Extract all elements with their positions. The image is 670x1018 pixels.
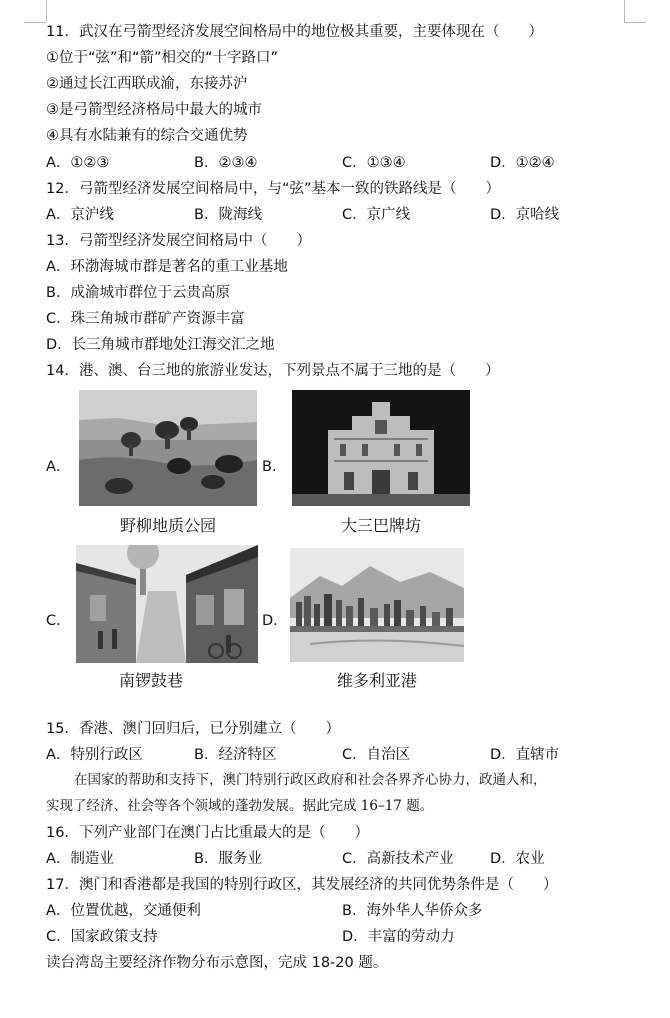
yehliu-caption: 野柳地质公园 <box>119 516 216 535</box>
margin-corner-right-h <box>624 22 646 23</box>
yehliu-photo[interactable] <box>79 390 257 506</box>
ruins-of-st-paul-caption: 大三巴牌坊 <box>340 516 421 535</box>
q13-stem: 13．弓箭型经济发展空间格局中（ ） <box>46 233 311 249</box>
margin-corner-right <box>624 0 625 22</box>
q14-option-d-label[interactable]: D． <box>262 613 288 629</box>
q16-option-b[interactable]: B．服务业 <box>194 851 262 867</box>
q11-item-2: ②通过长江西联成渝，东接苏沪 <box>46 76 248 92</box>
q18-intro: 读台湾岛主要经济作物分布示意图，完成 18-20 题。 <box>46 955 388 971</box>
passage-line-2: 实现了经济、社会等各个领域的蓬勃发展。据此完成 16–17 题。 <box>46 798 434 814</box>
nanluoguxiang-photo[interactable] <box>76 545 258 663</box>
q14-option-a-label[interactable]: A． <box>46 459 71 475</box>
q13-option-b[interactable]: B．成渝城市群位于云贵高原 <box>46 285 230 301</box>
q17-option-a[interactable]: A．位置优越，交通便利 <box>46 903 201 919</box>
q12-option-b[interactable]: B．陇海线 <box>194 207 262 223</box>
q16-stem: 16．下列产业部门在澳门占比重最大的是（ ） <box>46 825 369 841</box>
q11-stem: 11．武汉在弓箭型经济发展空间格局中的地位极其重要，主要体现在（ ） <box>46 24 543 40</box>
q11-option-d[interactable]: D．①②④ <box>490 155 555 171</box>
q15-option-c[interactable]: C．自治区 <box>342 747 411 763</box>
q14-stem: 14．港、澳、台三地的旅游业发达，下列景点不属于三地的是（ ） <box>46 363 500 379</box>
q17-stem: 17．澳门和香港都是我国的特别行政区，其发展经济的共同优势条件是（ ） <box>46 877 558 893</box>
q11-option-c[interactable]: C．①③④ <box>342 155 406 171</box>
ruins-of-st-paul-photo[interactable] <box>292 390 470 506</box>
q13-option-a[interactable]: A．环渤海城市群是著名的重工业基地 <box>46 259 288 275</box>
margin-corner-left <box>46 0 47 22</box>
q12-stem: 12．弓箭型经济发展空间格局中，与“弦”基本一致的铁路线是（ ） <box>46 181 500 197</box>
q17-option-c[interactable]: C．国家政策支持 <box>46 929 158 945</box>
margin-corner-left-h <box>24 22 46 23</box>
q12-option-a[interactable]: A．京沪线 <box>46 207 114 223</box>
q17-option-b[interactable]: B．海外华人华侨众多 <box>342 903 483 919</box>
q11-item-4: ④具有水陆兼有的综合交通优势 <box>46 128 248 144</box>
q14-option-c-label[interactable]: C． <box>46 613 71 629</box>
q11-option-b[interactable]: B．②③④ <box>194 155 258 171</box>
q14-option-b-label[interactable]: B． <box>262 459 287 475</box>
q15-option-b[interactable]: B．经济特区 <box>194 747 277 763</box>
q17-option-d[interactable]: D．丰富的劳动力 <box>342 929 455 945</box>
q12-option-c[interactable]: C．京广线 <box>342 207 411 223</box>
q16-option-a[interactable]: A．制造业 <box>46 851 114 867</box>
q15-option-a[interactable]: A．特别行政区 <box>46 747 143 763</box>
nanluoguxiang-caption: 南锣鼓巷 <box>118 671 183 690</box>
q11-option-a[interactable]: A．①②③ <box>46 155 110 171</box>
q11-item-3: ③是弓箭型经济格局中最大的城市 <box>46 102 262 118</box>
q16-option-c[interactable]: C．高新技术产业 <box>342 851 454 867</box>
q11-item-1: ①位于“弦”和“箭”相交的“十字路口” <box>46 50 279 66</box>
q16-option-d[interactable]: D．农业 <box>490 851 545 867</box>
q13-option-d[interactable]: D．长三角城市群地处江海交汇之地 <box>46 337 275 353</box>
victoria-harbour-caption: 维多利亚港 <box>336 671 417 690</box>
q15-option-d[interactable]: D．直辖市 <box>490 747 560 763</box>
victoria-harbour-photo[interactable] <box>290 548 464 662</box>
q12-option-d[interactable]: D．京哈线 <box>490 207 560 223</box>
passage-line-1: 在国家的帮助和支持下，澳门特别行政区政府和社会各界齐心协力，政通人和， <box>74 772 547 788</box>
q13-option-c[interactable]: C．珠三角城市群矿产资源丰富 <box>46 311 245 327</box>
q15-stem: 15．香港、澳门回归后，已分别建立（ ） <box>46 721 340 737</box>
